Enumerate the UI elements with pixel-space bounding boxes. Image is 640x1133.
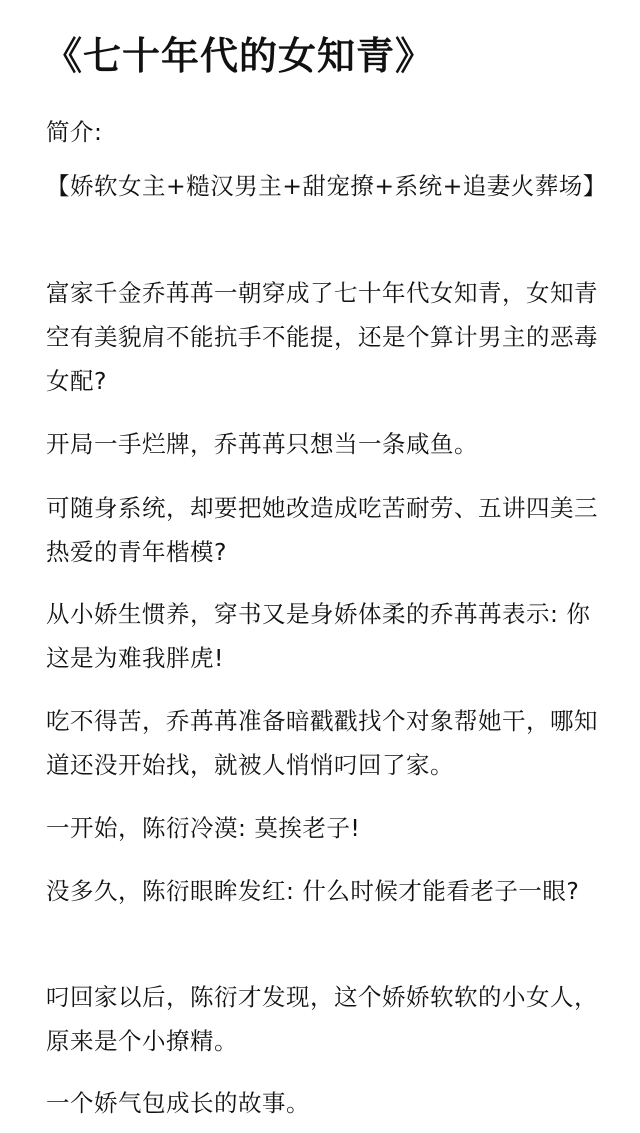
- intro-label: 简介:: [46, 118, 103, 146]
- synopsis-paragraph: 吃不得苦，乔苒苒准备暗戳戳找个对象帮她干，哪知道还没开始找，就被人悄悄叼回了家。: [46, 707, 598, 779]
- tags-paragraph: 【娇软女主+糙汉男主+甜宠撩+系统+追妻火葬场】: [46, 172, 607, 200]
- synopsis-paragraph: 开局一手烂牌，乔苒苒只想当一条咸鱼。: [46, 430, 478, 458]
- synopsis-paragraph: 富家千金乔苒苒一朝穿成了七十年代女知青，女知青空有美貌肩不能抗手不能提，还是个算计男主的恶毒女配?: [46, 279, 598, 395]
- synopsis-paragraph: 从小娇生惯养，穿书又是身娇体柔的乔苒苒表示: 你这是为难我胖虎!: [46, 600, 591, 672]
- synopsis-paragraph: 没多久，陈衍眼眸发红: 什么时候才能看老子一眼?: [46, 877, 580, 905]
- synopsis-paragraph: 可随身系统，却要把她改造成吃苦耐劳、五讲四美三热爱的青年楷模?: [46, 494, 598, 566]
- synopsis-paragraph: 叼回家以后，陈衍才发现，这个娇娇软软的小女人，原来是个小撩精。: [46, 983, 598, 1055]
- synopsis-paragraph: 一个娇气包成长的故事。: [46, 1089, 310, 1117]
- synopsis-paragraph: 一开始，陈衍冷漠: 莫挨老子!: [46, 814, 361, 842]
- page-title: 《七十年代的女知青》: [44, 34, 435, 78]
